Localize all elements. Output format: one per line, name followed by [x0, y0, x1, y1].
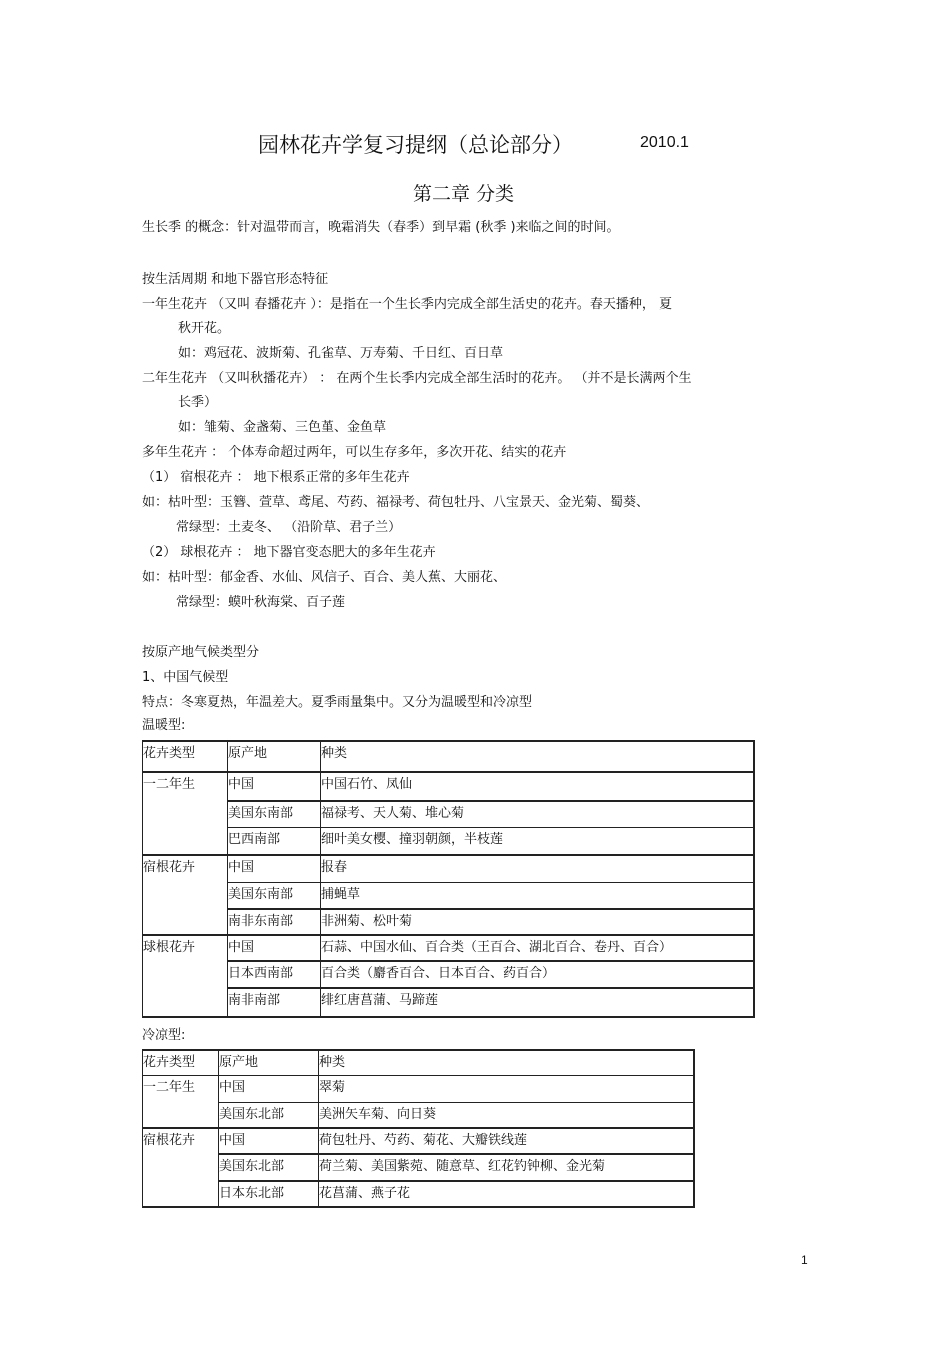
table-header-row: [143, 1050, 695, 1075]
origin-cell: 美国东北部: [219, 1154, 319, 1181]
table-row: [143, 961, 755, 988]
perennial-bulbous-examples: 如：枯叶型：郁金香、水仙、风信子、百合、美人蕉、大丽花、: [142, 570, 507, 585]
species-cell: 美洲矢车菊、向日葵: [319, 1102, 695, 1128]
section-life-cycle: 按生活周期 和地下器官形态特征: [142, 272, 329, 287]
species-cell: 荷包牡丹、芍药、菊花、大瓣铁线莲: [319, 1128, 695, 1154]
header-cell: 花卉类型: [143, 741, 228, 772]
biennial-definition: 二年生花卉 （又叫秋播花卉） ： 在两个生长季内完成全部生活时的花卉。 （并不是长满两个生: [142, 371, 692, 386]
warm-type-table: [142, 740, 755, 1018]
perennial-definition: 多年生花卉 ： 个体寿命超过两年，可以生存多年，多次开花、结实的花卉: [142, 445, 567, 460]
header-cell: 种类: [321, 741, 755, 772]
growing-season-definition: 生长季 的概念：针对温带而言，晚霜消失（春季）到早霜 (秋季 )来临之间的时间。: [142, 220, 620, 235]
section-climate: 按原产地气候类型分: [142, 645, 260, 660]
table-row: [143, 772, 755, 801]
china-climate-features: 特点：冬寒夏热，年温差大。夏季雨量集中。又分为温暖型和冷凉型: [142, 695, 533, 710]
origin-cell: 南非东南部: [228, 909, 321, 935]
origin-cell: 日本西南部: [228, 961, 321, 988]
table-row: [143, 1154, 695, 1181]
table-row: [143, 1181, 695, 1207]
table-row: [143, 935, 755, 961]
species-cell: 绯红唐菖蒲、马蹄莲: [321, 988, 755, 1017]
table-row: [143, 827, 755, 855]
origin-cell: 美国东南部: [228, 801, 321, 827]
document-date: 2010.1: [640, 134, 689, 151]
annual-definition-cont: 秋开花。: [178, 321, 231, 336]
origin-cell: 中国: [228, 772, 321, 801]
table-row: [143, 988, 755, 1017]
perennial-herbaceous: （1） 宿根花卉 ： 地下根系正常的多年生花卉: [142, 470, 410, 485]
origin-cell: 巴西南部: [228, 827, 321, 855]
annual-examples: 如：鸡冠花、波斯菊、孔雀草、万寿菊、千日红、百日草: [178, 346, 504, 361]
origin-cell: 中国: [228, 855, 321, 882]
plant-type-cell: 一二年生: [143, 1075, 219, 1128]
chapter-heading: 第二章 分类: [413, 183, 515, 205]
perennial-herbaceous-examples: 如：枯叶型：玉簪、萱草、鸢尾、芍药、福禄考、荷包牡丹、八宝景天、金光菊、蜀葵、: [142, 495, 650, 510]
table-header-row: [143, 741, 755, 772]
annual-definition: 一年生花卉 （又叫 春播花卉 ）：是指在一个生长季内完成全部生活史的花卉。春天播种， 夏: [142, 297, 673, 312]
cool-type-table: [142, 1049, 695, 1208]
perennial-bulbous: （2） 球根花卉 ： 地下器官变态肥大的多年生花卉: [142, 545, 436, 560]
species-cell: 石蒜、中国水仙、百合类（王百合、湖北百合、卷丹、百合）: [321, 935, 755, 961]
header-cell: 种类: [319, 1050, 695, 1075]
biennial-definition-cont: 长季）: [178, 395, 218, 410]
origin-cell: 美国东北部: [219, 1102, 319, 1128]
origin-cell: 日本东北部: [219, 1181, 319, 1207]
header-cell: 原产地: [228, 741, 321, 772]
page-number: 1: [801, 1253, 808, 1267]
warm-type-label: 温暖型:: [142, 718, 186, 733]
table-row: [143, 1075, 695, 1102]
species-cell: 花菖蒲、燕子花: [319, 1181, 695, 1207]
species-cell: 报春: [321, 855, 755, 882]
species-cell: 中国石竹、凤仙: [321, 772, 755, 801]
plant-type-cell: 球根花卉: [143, 935, 228, 1017]
biennial-examples: 如：雏菊、金盏菊、三色堇、金鱼草: [178, 420, 387, 435]
table-row: [143, 1102, 695, 1128]
table-row: [143, 882, 755, 909]
document-title: 园林花卉学复习提纲（总论部分）: [258, 133, 573, 157]
perennial-bulbous-evergreen: 常绿型：蟆叶秋海棠、百子莲: [176, 595, 346, 610]
species-cell: 百合类（麝香百合、日本百合、药百合）: [321, 961, 755, 988]
china-climate-heading: 1、中国气候型: [142, 670, 229, 685]
origin-cell: 中国: [219, 1128, 319, 1154]
origin-cell: 南非南部: [228, 988, 321, 1017]
origin-cell: 美国东南部: [228, 882, 321, 909]
species-cell: 非洲菊、松叶菊: [321, 909, 755, 935]
plant-type-cell: 宿根花卉: [143, 1128, 219, 1207]
table-row: [143, 909, 755, 935]
species-cell: 捕蝇草: [321, 882, 755, 909]
species-cell: 福禄考、天人菊、堆心菊: [321, 801, 755, 827]
header-cell: 花卉类型: [143, 1050, 219, 1075]
table-row: [143, 1128, 695, 1154]
origin-cell: 中国: [219, 1075, 319, 1102]
species-cell: 细叶美女樱、撞羽朝颜，半枝莲: [321, 827, 755, 855]
table-row: [143, 855, 755, 882]
species-cell: 翠菊: [319, 1075, 695, 1102]
plant-type-cell: 一二年生: [143, 772, 228, 855]
table-row: [143, 801, 755, 827]
species-cell: 荷兰菊、美国紫菀、随意草、红花钓钟柳、金光菊: [319, 1154, 695, 1181]
perennial-herbaceous-evergreen: 常绿型：土麦冬、 （沿阶草、君子兰）: [176, 520, 402, 535]
origin-cell: 中国: [228, 935, 321, 961]
cool-type-label: 冷凉型:: [142, 1028, 186, 1043]
plant-type-cell: 宿根花卉: [143, 855, 228, 935]
header-cell: 原产地: [219, 1050, 319, 1075]
